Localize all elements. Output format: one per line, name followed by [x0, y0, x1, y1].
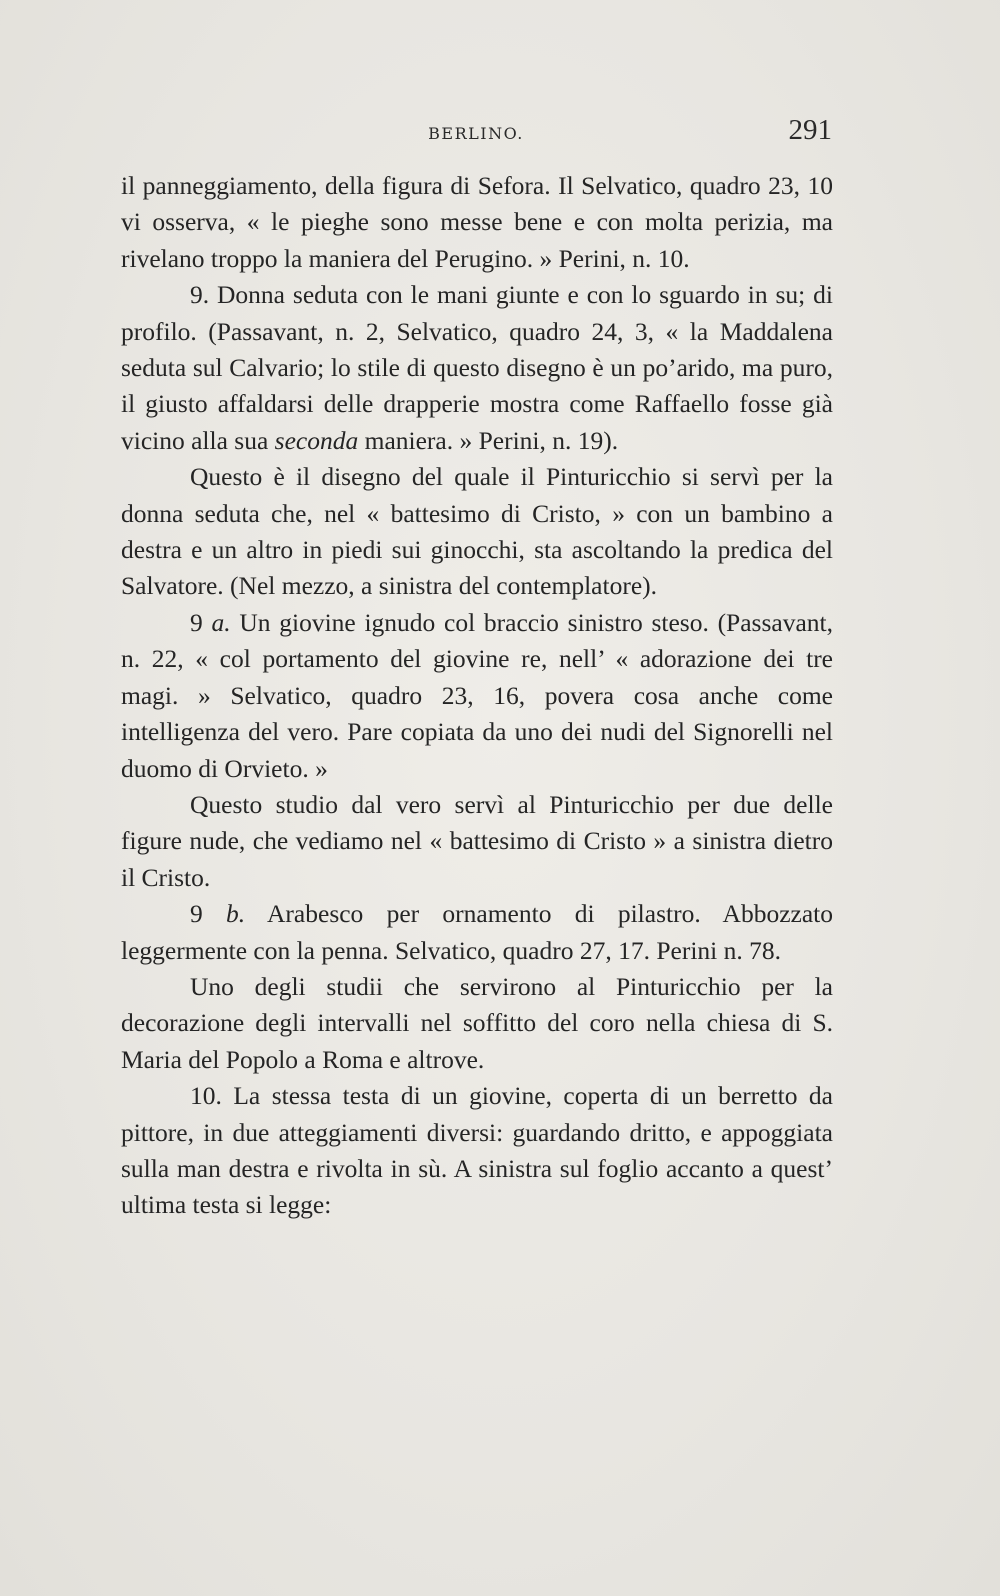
running-head	[120, 114, 832, 150]
paragraph	[121, 896, 833, 969]
paragraph-text: Un giovine ignudo col braccio sinistro steso. (Passavant, n. 22, « col portamento del giovine re, nell’ « adorazione dei tre magi. » Selvatico, quadro 23, 16, povera cosa anche come intelligenza del vero. Pare copiata da uno dei nudi del Signorelli nel duomo di Orvieto. »	[121, 607, 834, 783]
paragraph-text: 9	[190, 899, 227, 929]
paragraph	[121, 168, 833, 277]
paragraph	[121, 277, 833, 459]
paragraph	[121, 1078, 833, 1224]
paragraph	[121, 605, 833, 787]
body-text	[121, 168, 833, 1224]
paragraph-text: 9. Donna seduta con le mani giunte e con lo sguardo in su; di profilo. (Passavant, n. 2, Selvatico, quadro 24, 3, « la Maddalena seduta sul Calvario; lo stile di questo disegno è un po’arido, ma puro, il giusto affaldarsi delle drapperie mostra come Raffaello fosse già vicino alla sua	[121, 280, 833, 455]
italic-text: seconda	[274, 425, 359, 455]
paragraph-text: maniera. » Perini, n. 19).	[358, 425, 619, 455]
paragraph	[121, 459, 833, 605]
paragraph-text: Questo è il disegno del quale il Pinturicchio si servì per la donna seduta che, nel « battesimo di Cristo, » con un bambino a destra e un altro in piedi sui ginocchi, sta ascoltando la predica del Salvatore. (Nel mezzo, a sinistra del contemplatore).	[121, 462, 833, 601]
italic-text: b.	[226, 899, 246, 929]
paragraph-text: 9	[190, 607, 212, 637]
paragraph-text: Uno degli studii che servirono al Pinturicchio per la decorazione degli intervalli nel soffitto del coro nella chiesa di S. Maria del Popolo a Roma e altrove.	[121, 971, 833, 1074]
paragraph-text: Arabesco per ornamento di pilastro. Abbozzato leggermente con la penna. Selvatico, quadro 27, 17. Perini n. 78.	[121, 899, 834, 965]
paragraph	[121, 969, 833, 1078]
paragraph	[121, 787, 833, 896]
paragraph-text: 10. La stessa testa di un giovine, coperta di un berretto da pittore, in due atteggiamenti diversi: guardando dritto, e appoggiata sulla man destra e rivolta in sù. A sinistra sul foglio accanto a quest’ ultima testa si legge:	[121, 1081, 833, 1220]
page-number: 291	[788, 114, 832, 146]
paragraph-text: il panneggiamento, della figura di Sefora. Il Selvatico, quadro 23, 10 vi osserva, « le pieghe sono messe bene e con molta perizia, ma rivelano troppo la maniera del Perugino. » Perini, n. 10.	[121, 171, 833, 273]
paragraph-text: Questo studio dal vero servì al Pinturicchio per due delle figure nude, che vediamo nel « battesimo di Cristo » a sinistra dietro il Cristo.	[121, 789, 833, 892]
running-title: BERLINO.	[428, 124, 524, 143]
italic-text: a.	[211, 607, 231, 637]
